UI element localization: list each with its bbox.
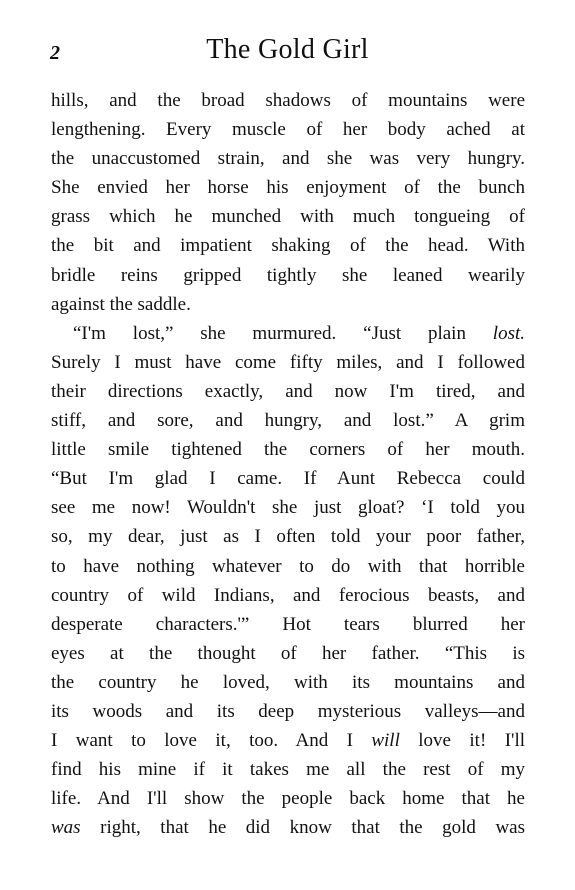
italic-emphasis: was [51, 817, 81, 839]
text-line: desperate characters.'” Hot tears blurred her [51, 613, 525, 635]
text-line: against the saddle. [51, 293, 191, 315]
text-line: see me now! Wouldn't she just gloat? ‘I told you [51, 497, 525, 519]
text-line: Surely I must have come fifty miles, and I followed [51, 351, 525, 373]
text-line: lengthening. Every muscle of her body ached at [51, 119, 525, 141]
text-line: “I'm lost,” she murmured. “Just plain lost. [73, 322, 525, 344]
page-number: 2 [50, 42, 60, 64]
text-line: find his mine if it takes me all the rest of my [51, 759, 525, 781]
text-line: bridle reins gripped tightly she leaned wearily [51, 264, 525, 286]
body-text [51, 86, 525, 842]
text-line: the unaccustomed strain, and she was very hungry. [51, 148, 525, 170]
text-line: to have nothing whatever to do with that horrible [51, 555, 525, 577]
text-line: the country he loved, with its mountains and [51, 671, 525, 693]
text-line: hills, and the broad shadows of mountains were [51, 90, 525, 111]
text-line: their directions exactly, and now I'm tired, and [51, 380, 525, 402]
text-line: “But I'm glad I came. If Aunt Rebecca could [51, 468, 525, 490]
text-line: stiff, and sore, and hungry, and lost.” A grim [51, 410, 525, 432]
running-title: The Gold Girl [206, 34, 369, 65]
text-line: the bit and impatient shaking of the head. With [51, 235, 525, 257]
text-line: grass which he munched with much tongueing of [51, 206, 525, 228]
text-line: life. And I'll show the people back home that he [51, 788, 525, 810]
italic-emphasis: lost. [492, 322, 525, 344]
italic-emphasis: will [371, 730, 400, 752]
text-line: so, my dear, just as I often told your poor father, [51, 526, 525, 548]
text-line: its woods and its deep mysterious valleys—and [51, 700, 525, 722]
text-line: was right, that he did know that the gold was [51, 817, 525, 839]
text-line: She envied her horse his enjoyment of the bunch [51, 177, 525, 199]
text-line: country of wild Indians, and ferocious beasts, and [51, 584, 525, 606]
page-header [0, 34, 575, 70]
text-line: little smile tightened the corners of her mouth. [51, 439, 525, 461]
text-line: I want to love it, too. And I will love it! I'll [51, 730, 526, 752]
text-line: eyes at the thought of her father. “This is [51, 642, 525, 664]
